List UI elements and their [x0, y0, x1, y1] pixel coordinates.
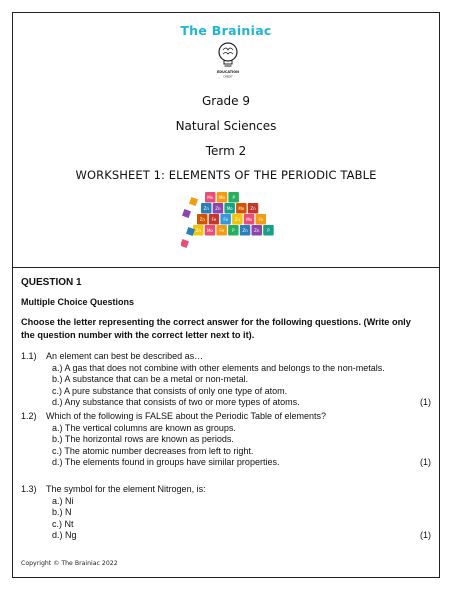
option-b: b.) N — [52, 507, 72, 518]
option-c: c.) The atomic number decreases from left to right. — [52, 445, 254, 456]
option-c: c.) A pure substance that consists of only one type of atom. — [52, 385, 288, 396]
element-tile — [205, 225, 216, 236]
svg-text:Zn: Zn — [242, 228, 248, 233]
svg-text:Zn: Zn — [234, 217, 240, 222]
svg-text:P: P — [267, 228, 270, 233]
worksheet-title: WORKSHEET 1: ELEMENTS OF THE PERIODIC TABLE — [75, 168, 377, 182]
element-tile — [197, 214, 208, 225]
question-item-1-1 — [21, 351, 431, 411]
lightbulb-brain-logo-icon — [211, 39, 245, 79]
element-tile — [205, 192, 216, 203]
question-item-1-3 — [21, 484, 431, 544]
option-c: c.) Nt — [52, 518, 74, 529]
question-text: The symbol for the element Nitrogen, is: — [46, 484, 206, 494]
worksheet-page — [12, 12, 440, 578]
element-tile — [232, 214, 243, 225]
term-heading: Term 2 — [205, 144, 247, 158]
svg-text:Zn: Zn — [195, 228, 201, 233]
element-tile — [248, 203, 258, 214]
question-text: An element can best be described as… — [46, 351, 204, 361]
svg-text:Zn: Zn — [203, 206, 209, 211]
element-tile — [256, 214, 267, 225]
element-tile — [216, 225, 227, 236]
option-b: b.) The horizontal rows are known as periods. — [52, 434, 234, 445]
question-number: 1.3) — [21, 484, 37, 494]
element-tile — [240, 225, 251, 236]
svg-text:Zn: Zn — [254, 228, 260, 233]
option-a: a.) Ni — [52, 496, 74, 506]
element-tile — [213, 203, 224, 214]
svg-text:P: P — [232, 228, 235, 233]
svg-text:Fe: Fe — [223, 217, 228, 222]
element-tile — [224, 203, 235, 214]
svg-text:Mo: Mo — [206, 228, 213, 233]
element-tile — [217, 192, 228, 203]
subject-heading: Natural Sciences — [175, 119, 277, 133]
option-d: d.) Ng — [52, 530, 77, 541]
svg-text:Fe: Fe — [258, 217, 264, 222]
grade-heading: Grade 9 — [201, 94, 251, 108]
svg-text:Mo: Mo — [238, 206, 245, 211]
logo-text-1: EDUCATION — [216, 70, 240, 74]
question-number: 1.2) — [21, 411, 37, 421]
decorative-cube — [182, 209, 191, 218]
svg-text:P: P — [232, 195, 235, 200]
svg-text:Fe: Fe — [211, 217, 217, 222]
question-number: 1.1) — [21, 351, 37, 361]
svg-text:Zn: Zn — [199, 217, 205, 222]
element-tile — [263, 225, 274, 236]
svg-text:Mo: Mo — [218, 195, 225, 200]
svg-text:Mo: Mo — [207, 195, 214, 200]
svg-text:Mo: Mo — [226, 206, 233, 211]
question-instruction: Choose the letter representing the correct answer for the following questions. (Write only the question number with the correct letter next to it). — [21, 317, 411, 340]
element-tile — [244, 214, 255, 225]
section-divider — [13, 267, 439, 268]
element-tile — [236, 203, 247, 214]
mark-value: (1) — [420, 397, 431, 407]
decorative-cube — [189, 197, 198, 206]
copyright-footer: Copyright © The Brainiac 2022 — [21, 560, 118, 567]
svg-text:Fe: Fe — [219, 228, 224, 233]
question-subheading: Multiple Choice Questions — [21, 297, 135, 307]
element-tile — [228, 225, 239, 236]
mark-value: (1) — [420, 457, 431, 467]
logo-text-2: CREDIT — [223, 75, 233, 79]
brand-title: The Brainiac — [180, 23, 272, 38]
option-b: b.) A substance that can be a metal or non-metal. — [52, 374, 249, 385]
element-tile — [252, 225, 263, 236]
question-heading: QUESTION 1 — [21, 277, 82, 288]
svg-text:Zn: Zn — [250, 206, 256, 211]
option-a: a.) The vertical columns are known as groups. — [52, 423, 236, 433]
mark-value: (1) — [420, 530, 431, 540]
option-d: d.) The elements found in groups have similar properties. — [52, 457, 280, 468]
svg-text:Mo: Mo — [246, 217, 253, 222]
question-item-1-2 — [21, 411, 431, 471]
svg-text:Zn: Zn — [215, 206, 221, 211]
question-text: Which of the following is FALSE about the Periodic Table of elements? — [46, 411, 326, 421]
element-tile — [228, 192, 239, 203]
option-a: a.) A gas that does not combine with other elements and belongs to the non-metals. — [52, 363, 385, 373]
element-tile — [201, 203, 212, 214]
element-tile — [220, 214, 231, 225]
element-tile — [209, 214, 220, 225]
decorative-cube — [181, 239, 189, 248]
periodic-table-cubes-image — [181, 190, 281, 258]
option-d: d.) Any substance that consists of two or more types of atoms. — [52, 397, 300, 408]
